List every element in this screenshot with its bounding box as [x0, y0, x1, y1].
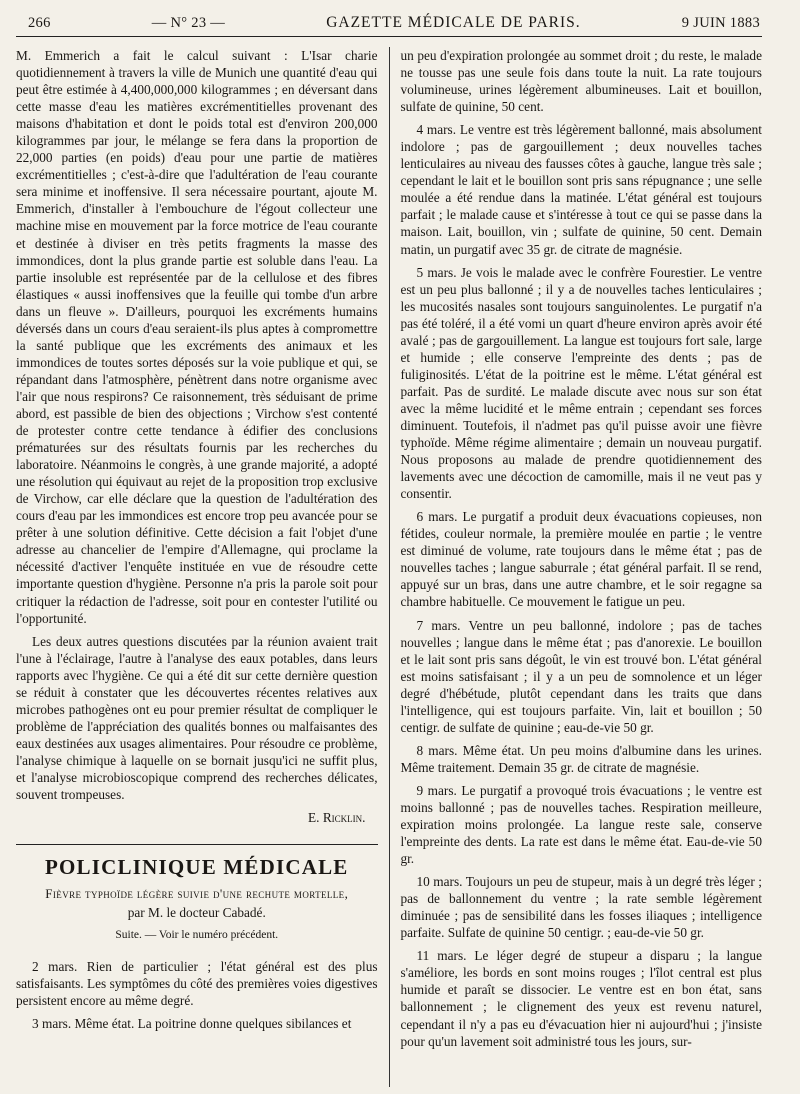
- section-title: POLICLINIQUE MÉDICALE: [45, 855, 349, 880]
- paragraph: Les deux autres questions discutées par la réunion avaient trait l'une à l'éclairage, l'autre à l'analyse des eaux potables, dans leurs rapports avec l'hygiène. Ce qui a été dit sur cette dernière question se réduit à constater que les découvertes récentes relatives aux microbes pathogènes ont eu pour premier résultat de compliquer le problème de l'appréciation des qualités bonnes ou malfaisantes des eaux destinées aux usages alimentaires. Pour résoudre ce problème, l'analyse chimique à laquelle on se bornait jusqu'ici ne suffit plus, et l'analyse microbioscopique comprend des recherches délicates, souvent trompeuses.: [16, 633, 378, 803]
- paragraph: 6 mars. Le purgatif a produit deux évacuations copieuses, non fétides, couleur normale, la première moulée en partie ; le ventre est diminué de volume, rate toujours dans le même état ; pas de nouvelles taches ; langue saburrale ; état général parfait. Il se rend, appuyé sur un bras, dans une autre chambre, et le soir regagne sa chambre habituelle. Ce mouvement le fatigue un peu.: [400, 509, 762, 610]
- paragraph: 9 mars. Le purgatif a provoqué trois évacuations ; le ventre est moins ballonné ; pas de nouvelles taches. Respiration meilleure, expiration moins prolongée. La langue reste sale, conserve l'empreinte des dents. La rate est dans le même état. Eau-de-vie 50 gr.: [400, 782, 762, 867]
- paragraph: 7 mars. Ventre un peu ballonné, indolore ; pas de taches nouvelles ; langue dans le même état ; pas d'anorexie. Le bouillon et le lait sont pris sans dégoût, le vin est trouvé bon. L'état général est moins satisfaisant ; il y a un peu de somnolence et un léger degré d'hébétude, plutôt cependant dans les traits que dans l'intelligence, qui est toujours parfaite. Vin, lait et bouillon ; 50 centigr. de sulfate de quinine ; eau-de-vie 50 gr.: [400, 617, 762, 735]
- left-column: [16, 47, 389, 1087]
- paragraph: un peu d'expiration prolongée au sommet droit ; du reste, le malade ne tousse pas une seule fois dans toute la nuit. La rate toujours volumineuse, urines légèrement albumineuses. Lait et bouillon, sulfate de quinine, 50 cent.: [400, 48, 762, 115]
- right-column: [389, 47, 762, 1087]
- paragraph: 8 mars. Même état. Un peu moins d'albumine dans les urines. Même traitement. Demain 35 gr. de citrate de magnésie.: [400, 742, 762, 775]
- paragraph: 10 mars. Toujours un peu de stupeur, mais à un degré très léger ; pas de ballonnement du ventre ; la rate semble légèrement diminuée ; pas de sensibilité dans les fosses iliaques ; intelligence parfaite. Sulfate de quinine 50 centigr. ; eau-de-vie 50 gr.: [400, 874, 762, 941]
- page-number: 266: [28, 15, 51, 31]
- article-subtitle: Fièvre typhoïde légère suivie d'une rechute mortelle,: [45, 886, 349, 902]
- paragraph: 4 mars. Le ventre est très légèrement ballonné, mais absolument indolore ; pas de gargouillement ; deux nouvelles taches lenticulaires au niveau des fausses côtes à gauche, langue très sale ; cependant le lait et le bouillon sont pris sans répugnance ; une selle moulée a été rendue dans la matinée. L'état général est toujours parfait ; le malade cause et s'intéresse à tout ce qui se passe dans la maison. Lait, bouillon, vin ; sulfate de quinine, 50 cent. Demain matin, un purgatif avec 35 gr. de citrate de magnésie.: [400, 122, 762, 257]
- issue-date: 9 JUIN 1883: [681, 15, 760, 31]
- paragraph: 11 mars. Le léger degré de stupeur a disparu ; la langue s'améliore, les bords en sont moins rouges ; l'îlot central est plus humide et paraît se dissocier. Le ventre est en bon état, sans ballonnement ; le clignement des yeux est revenu naturel, cependant il n'y a pas eu d'évacuation hier ni aujourd'hui ; j'insiste pour qu'un lavement soit administré tous les jours, sur-: [400, 948, 762, 1049]
- text-columns: [16, 47, 762, 1087]
- page-header: [16, 14, 762, 37]
- journal-title: GAZETTE MÉDICALE DE PARIS.: [326, 14, 581, 31]
- paragraph: M. Emmerich a fait le calcul suivant : L'Isar charie quotidiennement à travers la ville de Munich une quantité d'eau qui peut être estimée à 4,400,000,000 kilogrammes ; en déversant dans cette masse d'eau les matières excrémentitielles provenant des maisons d'habitation et dont le poids total est d'environ 200,000 kilogrammes par jour, le mélange se fera dans la proportion de 22,000 parties (en poids) d'eau pour une partie de matières excrémentitielles ; c'est-à-dire que l'adultération de l'eau courante sera minime et inoffensive. Il sera nécessaire pourtant, ajoute M. Emmerich, d'installer à l'embouchure de l'égout collecteur une machine mise en mouvement par la force motrice de l'eau courante et destinée à diviser en très petits fragments la masse des immondices, dont la plus grande partie est soluble dans l'eau. La partie insoluble est représentée par de la cellulose et des fibres élastiques « aussi inoffensives que la feuille qui tombe d'un arbre dans un fleuve ». D'ailleurs, pourquoi les excréments humains déversés dans un cours d'eau seraient-ils plus aptes à compromettre la santé publique que les excréments des animaux et les immondices de toutes sortes déposés sur la voie publique et qui, se répandant dans l'atmosphère, pénètrent dans notre organisme avec l'air que nous respirons? Ce raisonnement, très séduisant de prime abord, est passible de bien des objections ; Virchow s'est contenté de protester contre cette tendance à édifier des conclusions prématurées sur des résultats fournis par les recherches du laboratoire. Néanmoins le congrès, à une grande majorité, a adopté une résolution qui équivaut au rejet de la proposition trop exclusive de Virchow, car elle déclare que la question de l'adultération des cours d'eau par les immondices est encore trop peu avancée pour se prêter à une solution définitive. Cette décision a fait l'objet d'une adresse au chancelier de l'empire d'Allemagne, qui proclame la nécessité d'activer l'enquête instituée en vue de résoudre cette importante question d'hygiène. Personne n'a pris la parole soit pour critiquer la rédaction de l'adresse, soit pour en contester l'utilité ou l'opportunité.: [16, 48, 378, 626]
- section-divider: [16, 844, 378, 845]
- paragraph: 2 mars. Rien de particulier ; l'état général est des plus satisfaisants. Les symptômes du côté des premières voies digestives persistent encore au même degré.: [16, 959, 378, 1009]
- issue-number: — N° 23 —: [151, 15, 226, 31]
- continued-note: Suite. — Voir le numéro précédent.: [115, 929, 279, 942]
- article-signature: E. Ricklin.: [308, 810, 366, 826]
- paragraph: 5 mars. Je vois le malade avec le confrère Fourestier. Le ventre est un peu plus ballonné ; il y a de nouvelles taches lenticulaires ; les mucosités nasales sont toujours sanguinolentes. Le purgatif n'a pas été toléré, il a été vomi un quart d'heure environ après avoir été avalé ; pas de gargouillement. La langue est toujours fort sale, large et humide ; elle conserve l'empreinte des dents ; pas de fuliginosités. L'état de la poitrine est le même. L'état général est parfait. Pas de surdité. Le malade discute avec nous sur son état avec la même lucidité et le même entrain ; cependant ses forces diminuent. Toutefois, il n'admet pas qu'il puisse avoir une fièvre typhoïde. Même régime alimentaire ; demain un nouveau purgatif. Nous proposons au malade de prendre quotidiennement des lavements avec une décoction de camomille, mais il ne veut pas y consentir.: [400, 264, 762, 502]
- article-author: par M. le docteur Cabadé.: [127, 905, 266, 921]
- paragraph: 3 mars. Même état. La poitrine donne quelques sibilances et: [32, 1016, 352, 1032]
